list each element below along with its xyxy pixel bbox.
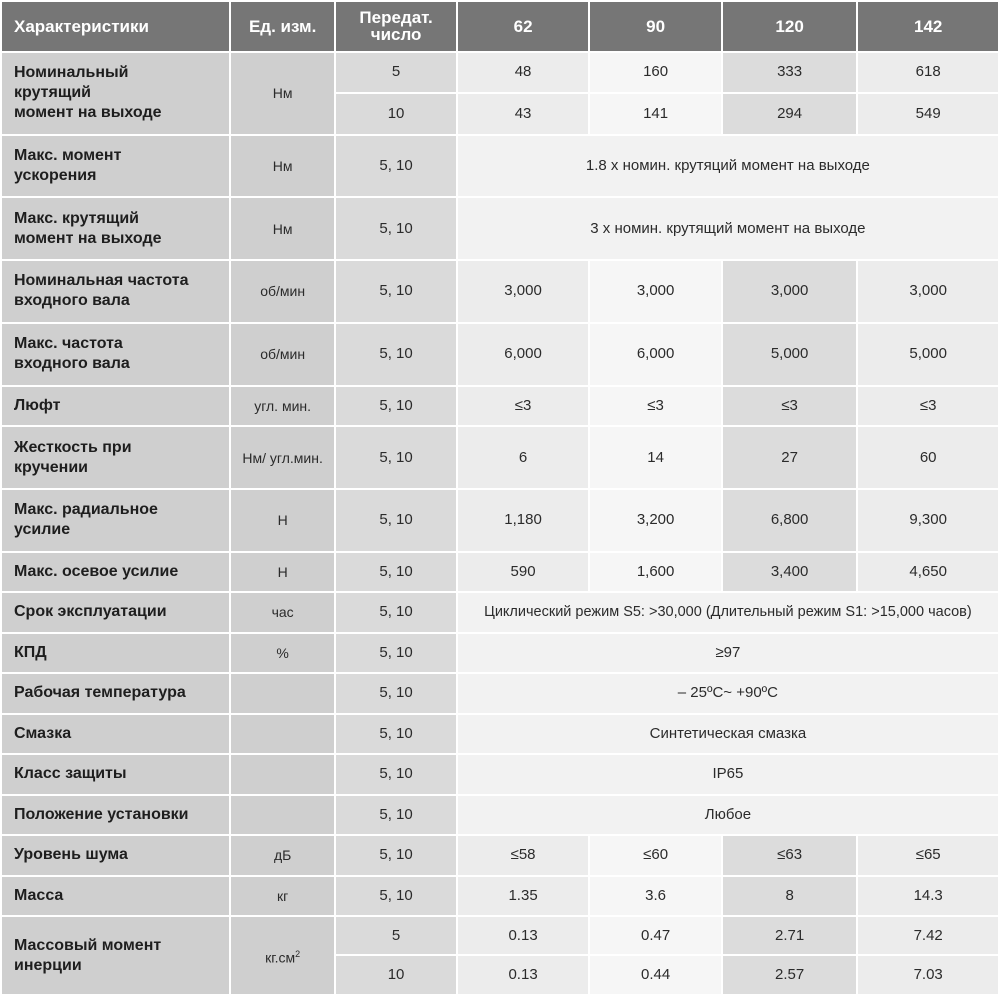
row-max-accel-torque [2, 136, 998, 197]
header-size-120: 120 [723, 2, 857, 51]
ratio-cell: 5 [336, 53, 455, 92]
label-line: инерции [14, 956, 82, 974]
value-cell: 3.6 [590, 877, 721, 915]
header-row [2, 2, 998, 51]
header-size-142: 142 [858, 2, 998, 51]
ratio-cell: 10 [336, 94, 455, 133]
ratio-cell: 5, 10 [336, 198, 455, 259]
value-cell: 5,000 [858, 324, 998, 385]
row-operating-temperature [2, 674, 998, 712]
ratio-cell: 5, 10 [336, 877, 455, 915]
unit-cell: угл. мин. [231, 387, 334, 425]
value-cell: 6 [458, 427, 589, 488]
merged-value-cell: Циклический режим S5: >30,000 (Длительный режим S1: >15,000 часов) [458, 593, 998, 631]
label-line: момент на выходе [14, 229, 162, 247]
value-cell: 2.71 [723, 917, 857, 954]
value-cell: 4,650 [858, 553, 998, 591]
value-cell: 5,000 [723, 324, 857, 385]
label-line: момент на выходе [14, 104, 162, 122]
unit-cell: Нм/ угл.мин. [231, 427, 334, 488]
value-cell: 1,180 [458, 490, 589, 551]
ratio-cell: 5, 10 [336, 836, 455, 874]
feature-label [2, 136, 229, 197]
feature-label [2, 53, 229, 134]
unit-cell [231, 755, 334, 793]
value-cell: 2.57 [723, 956, 857, 994]
ratio-cell: 5, 10 [336, 490, 455, 551]
value-cell: 3,400 [723, 553, 857, 591]
row-max-axial-force [2, 553, 998, 591]
label-line: ускорения [14, 166, 97, 184]
feature-label: Класс защиты [2, 755, 229, 793]
feature-label: Макс. осевое усилие [2, 553, 229, 591]
value-cell: 27 [723, 427, 857, 488]
unit-cell: Н [231, 490, 334, 551]
value-cell: 48 [458, 53, 589, 92]
label-line: усилие [14, 521, 71, 539]
value-cell: ≤63 [723, 836, 857, 874]
ratio-cell: 5, 10 [336, 387, 455, 425]
ratio-cell: 10 [336, 956, 455, 994]
merged-value-cell: Любое [458, 796, 998, 834]
row-nominal-torque [2, 53, 998, 92]
value-cell: 3,000 [723, 261, 857, 322]
label-line: крутящий [14, 84, 92, 102]
unit-cell: об/мин [231, 261, 334, 322]
label-line: Жесткость при [14, 438, 132, 456]
ratio-cell: 5, 10 [336, 261, 455, 322]
value-cell: 294 [723, 94, 857, 133]
feature-label: Люфт [2, 387, 229, 425]
feature-label: Масса [2, 877, 229, 915]
merged-value-cell: ≥97 [458, 634, 998, 672]
header-ratio-line1: Передат. [359, 8, 433, 28]
header-ratio [336, 2, 455, 51]
value-cell: 0.44 [590, 956, 721, 994]
value-cell: 14.3 [858, 877, 998, 915]
value-cell: 0.13 [458, 956, 589, 994]
merged-value-cell: 1.8 х номин. крутяций момент на выходе [458, 136, 998, 197]
unit-cell [231, 715, 334, 753]
merged-value-cell: 3 х номин. крутящий момент на выходе [458, 198, 998, 259]
ratio-cell: 5 [336, 917, 455, 954]
row-mounting-position [2, 796, 998, 834]
label-line: Номинальный [14, 64, 129, 82]
row-max-radial-force [2, 490, 998, 551]
merged-value-cell: Синтетическая смазка [458, 715, 998, 753]
feature-label [2, 261, 229, 322]
ratio-cell: 5, 10 [336, 593, 455, 631]
merged-value-cell: – 25ºC~ +90ºC [458, 674, 998, 712]
value-cell: 43 [458, 94, 589, 133]
ratio-cell: 5, 10 [336, 553, 455, 591]
ratio-cell: 5, 10 [336, 634, 455, 672]
value-cell: 0.47 [590, 917, 721, 954]
value-cell: 160 [590, 53, 721, 92]
header-size-90: 90 [590, 2, 721, 51]
label-line: Макс. радиальное [14, 501, 158, 519]
unit-cell: Нм [231, 136, 334, 197]
row-nominal-input-speed [2, 261, 998, 322]
ratio-cell: 5, 10 [336, 715, 455, 753]
value-cell: 333 [723, 53, 857, 92]
feature-label [2, 490, 229, 551]
value-cell: ≤3 [458, 387, 589, 425]
value-cell: 3,200 [590, 490, 721, 551]
unit-cell: об/мин [231, 324, 334, 385]
value-cell: 7.03 [858, 956, 998, 994]
value-cell: 141 [590, 94, 721, 133]
header-feature: Характеристики [2, 2, 229, 51]
row-mass [2, 877, 998, 915]
row-service-life [2, 593, 998, 631]
value-cell: 14 [590, 427, 721, 488]
ratio-cell: 5, 10 [336, 136, 455, 197]
ratio-cell: 5, 10 [336, 796, 455, 834]
unit-cell: кг [231, 877, 334, 915]
unit-cell: Нм [231, 198, 334, 259]
value-cell: ≤58 [458, 836, 589, 874]
unit-cell [231, 674, 334, 712]
value-cell: ≤3 [723, 387, 857, 425]
feature-label: Рабочая температура [2, 674, 229, 712]
value-cell: 1.35 [458, 877, 589, 915]
feature-label: Положение установки [2, 796, 229, 834]
row-torsional-stiffness [2, 427, 998, 488]
feature-label: Уровень шума [2, 836, 229, 874]
unit-superscript: 2 [295, 948, 301, 959]
feature-label: Срок эксплуатации [2, 593, 229, 631]
label-line: Номинальная частота [14, 272, 189, 290]
value-cell: 3,000 [858, 261, 998, 322]
ratio-cell: 5, 10 [336, 324, 455, 385]
label-line: входного вала [14, 292, 130, 310]
value-cell: 618 [858, 53, 998, 92]
feature-label: КПД [2, 634, 229, 672]
header-size-62: 62 [458, 2, 589, 51]
unit-cell: Н [231, 553, 334, 591]
value-cell: 9,300 [858, 490, 998, 551]
value-cell: 3,000 [590, 261, 721, 322]
value-cell: 1,600 [590, 553, 721, 591]
ratio-cell: 5, 10 [336, 427, 455, 488]
value-cell: 0.13 [458, 917, 589, 954]
unit-cell: Нм [231, 53, 334, 134]
header-ratio-line2: число [370, 25, 422, 45]
row-moment-of-inertia [2, 917, 998, 954]
value-cell: 590 [458, 553, 589, 591]
value-cell: ≤3 [590, 387, 721, 425]
value-cell: 60 [858, 427, 998, 488]
value-cell: 7.42 [858, 917, 998, 954]
label-line: Макс. частота [14, 335, 123, 353]
row-noise-level [2, 836, 998, 874]
label-line: Макс. момент [14, 146, 122, 164]
value-cell: 6,000 [590, 324, 721, 385]
ratio-cell: 5, 10 [336, 755, 455, 793]
row-protection-class [2, 755, 998, 793]
row-max-output-torque [2, 198, 998, 259]
unit-cell [231, 917, 334, 994]
ratio-cell: 5, 10 [336, 674, 455, 712]
value-cell: 8 [723, 877, 857, 915]
value-cell: ≤60 [590, 836, 721, 874]
value-cell: ≤3 [858, 387, 998, 425]
feature-label [2, 198, 229, 259]
feature-label [2, 427, 229, 488]
row-lubrication [2, 715, 998, 753]
label-line: входного вала [14, 355, 130, 373]
value-cell: 549 [858, 94, 998, 133]
value-cell: 6,800 [723, 490, 857, 551]
header-unit: Ед. изм. [231, 2, 334, 51]
value-cell: ≤65 [858, 836, 998, 874]
unit-cell: час [231, 593, 334, 631]
unit-cell: дБ [231, 836, 334, 874]
merged-value-cell: IP65 [458, 755, 998, 793]
row-efficiency [2, 634, 998, 672]
value-cell: 6,000 [458, 324, 589, 385]
unit-cell [231, 796, 334, 834]
label-line: Макс. крутящий [14, 209, 140, 227]
label-line: кручении [14, 458, 88, 476]
row-max-input-speed [2, 324, 998, 385]
feature-label: Смазка [2, 715, 229, 753]
unit-cell: % [231, 634, 334, 672]
label-line: Массовый момент [14, 936, 162, 954]
feature-label [2, 324, 229, 385]
feature-label [2, 917, 229, 994]
value-cell: 3,000 [458, 261, 589, 322]
row-backlash [2, 387, 998, 425]
unit-base: кг.см [265, 949, 296, 966]
